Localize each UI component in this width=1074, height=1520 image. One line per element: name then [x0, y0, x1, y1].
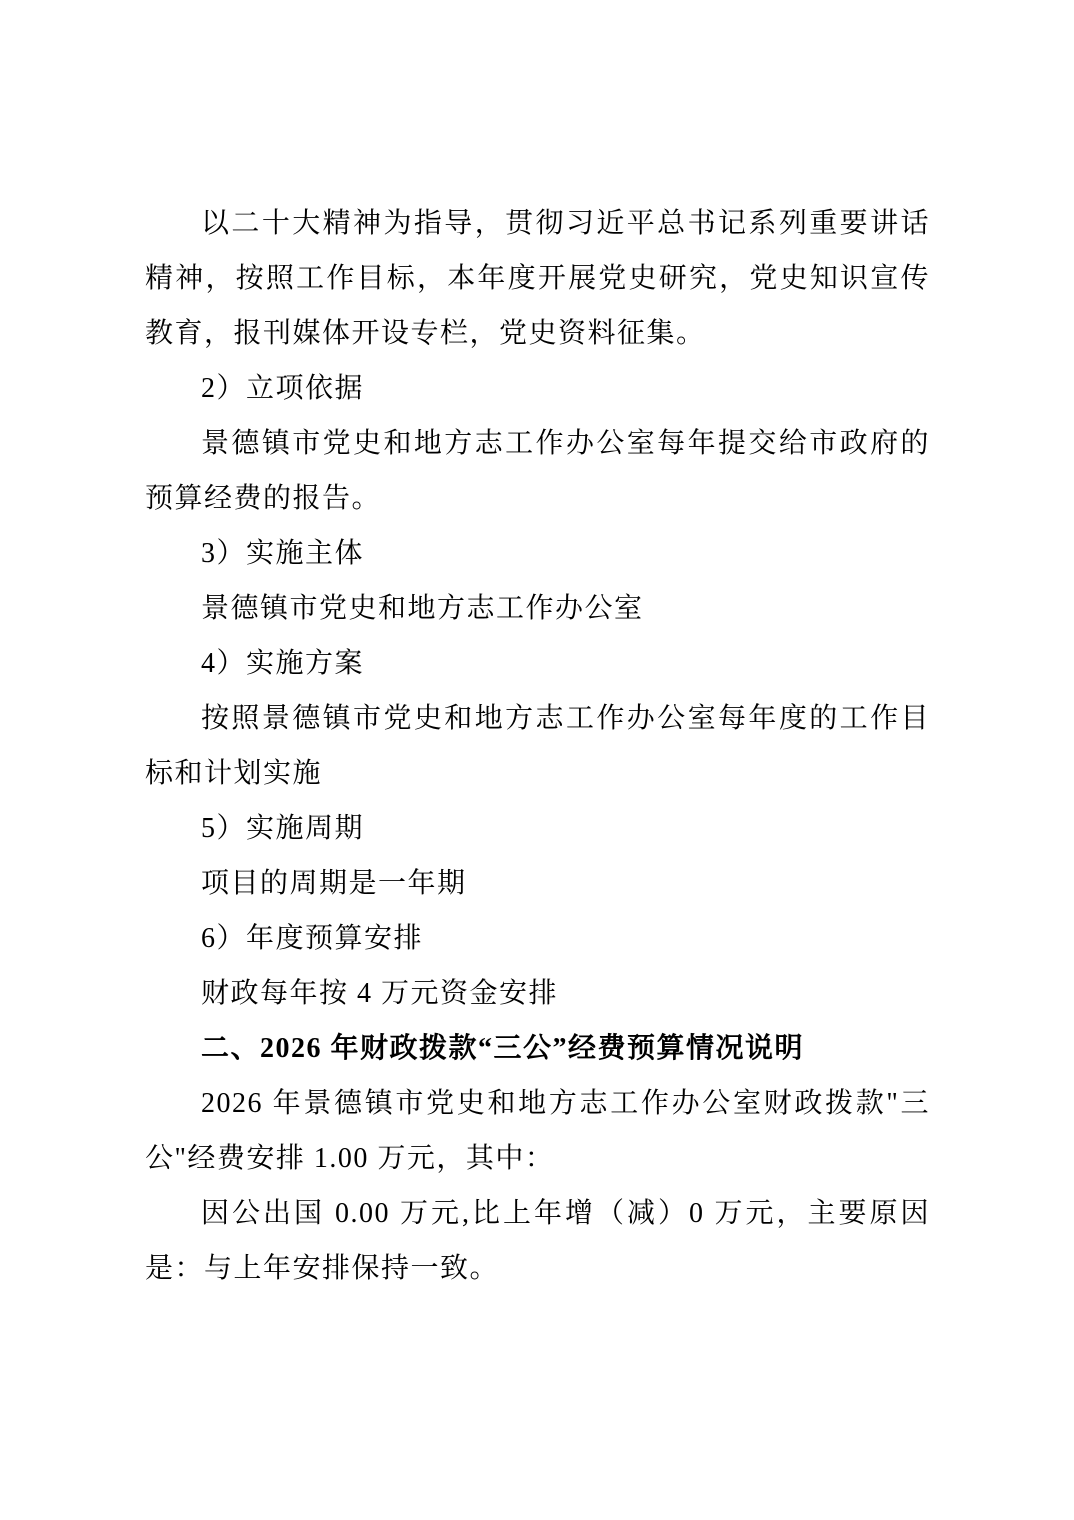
paragraph-three-public-total: 2026 年景德镇市党史和地方志工作办公室财政拨款"三公"经费安排 1.00 万元，其中： [145, 1088, 930, 1174]
paragraph-item-6-budget-title: 6）年度预算安排 [201, 923, 424, 954]
paragraph-overseas-travel: 因公出国 0.00 万元,比上年增（减）0 万元，主要原因是：与上年安排保持一致。 [145, 1198, 930, 1284]
paragraph-item-2-basis-body: 景德镇市党史和地方志工作办公室每年提交给市政府的预算经费的报告。 [145, 428, 930, 514]
paragraph-item-4-plan-title: 4）实施方案 [201, 648, 365, 679]
paragraph-item-4-plan-body: 按照景德镇市党史和地方志工作办公室每年度的工作目标和计划实施 [145, 703, 930, 789]
paragraph-item-3-subject-title: 3）实施主体 [201, 538, 365, 569]
paragraph-item-2-basis-title: 2）立项依据 [201, 373, 365, 404]
paragraph-item-5-cycle-body: 项目的周期是一年期 [201, 868, 467, 899]
paragraph-item-5-cycle-title: 5）实施周期 [201, 813, 365, 844]
section-heading-three-public-funds: 二、2026 年财政拨款“三公”经费预算情况说明 [201, 1033, 805, 1064]
paragraph-item-6-budget-body: 财政每年按 4 万元资金安排 [201, 978, 559, 1009]
paragraph-work-goal: 以二十大精神为指导，贯彻习近平总书记系列重要讲话精神，按照工作目标，本年度开展党史研究，党史知识宣传教育，报刊媒体开设专栏，党史资料征集。 [145, 208, 930, 349]
paragraph-item-3-subject-body: 景德镇市党史和地方志工作办公室 [201, 593, 644, 624]
